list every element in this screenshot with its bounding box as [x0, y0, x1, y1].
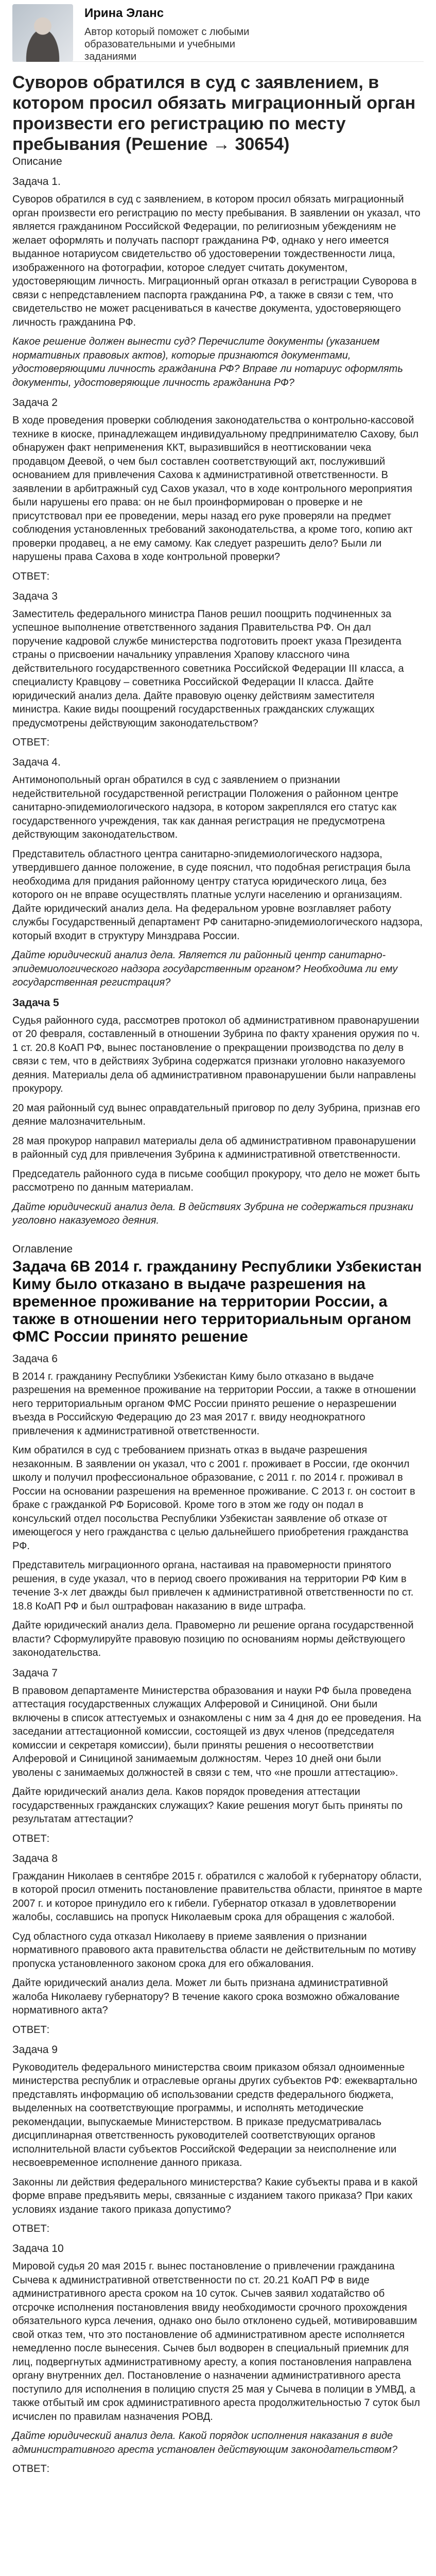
task-paragraph: Дайте юридический анализ дела. Каков порядок проведения аттестации государственных гражданских служащих? Какие решения могут быть приняты по результатам аттестации?: [12, 1786, 403, 1825]
task-label: Задача 10: [12, 2243, 64, 2255]
task-paragraph: Представитель миграционного органа, настаивая на правомерности принятого решения, в суде указал, что в период своего проживания на территории РФ Ким в течение 3-х лет дважды был привлечен к административной ответственности по ст. 18.8 КоАП РФ и был оштрафован наказанию в виде штрафа.: [12, 1560, 414, 1612]
task-paragraph: Суд областного суда отказал Николаеву в приеме заявления о признании нормативного правового акта правительства области не действительным по мотиву пропуска установленного законом срока для его обжалования.: [12, 1930, 416, 1970]
author-description: Автор который поможет с любыми образовательными и учебными заданиями: [84, 26, 250, 62]
task-label: Задача 2: [12, 397, 58, 409]
tasks-section-2: [12, 1352, 424, 2476]
task-paragraph: 28 мая прокурор направил материалы дела об административном правонарушении в районный суд для привлечения Зубрина к административной ответственности.: [12, 1135, 416, 1160]
author-info: [73, 4, 254, 63]
task-paragraph: В правовом департаменте Министерства образования и науки РФ была проведена аттестация государственных служащих Алферовой и Синициной. Они были включены в список аттестуемых и ознакомлены с ним за 4 дня до ее проведения. На заседании аттестационной комиссии, состоящей из двух членов (председателя комиссии и секретаря комиссии), были приняты решения о несоответствии Алферовой и Синициной занимаемым должностям. Через 10 дней они были уволены с занимаемых должностей в связи с тем, что «не прошли аттестацию».: [12, 1685, 422, 1778]
task-label: Задача 7: [12, 1667, 58, 1679]
task-paragraph: Руководитель федерального министерства своим приказом обязал одноименные министерства республик и отраслевые органы других субъектов РФ: ежеквартально представлять информацию об использовании средств федерального бюджета, выделенных на соответствующие программы, и исполнять методические рекомендации, выпускаемые Министерством. В приказе предусматривалась дисциплинарная ответственность руководителей соответствующих органов исполнительной власти субъектов Российской Федерации за неисполнение или несвоевременное исполнение данного приказа.: [12, 2061, 417, 2168]
task-paragraph: Представитель областного центра санитарно-эпидемиологического надзора, утвердившего данное положение, в суде пояснил, что подобная регистрация была необходима для придания районному центру статуса юридического лица, без которого он не вправе осуществлять платные услуги населению и организациям. Дайте юридический анализ дела. На федеральном уровне возглавляет работу службы Государственный департамент РФ санитарно-эпидемиологического надзора, который входит в структуру Минздрава России.: [12, 848, 423, 942]
task-paragraph: Суворов обратился в суд с заявлением, в котором просил обязать миграционный орган произвести его регистрацию по месту пребывания. В заявлении он указал, что является гражданином Российской Федерации, по религиозным убеждениям не желает оформлять и получать паспорт гражданина РФ, однако у него имеется выданное нотариусом свидетельство об удостоверении тождественности лица, изображенного на фотографии, которое следует считать документом, удостоверяющим личность. Миграционный орган отказал в регистрации Суворова в связи с непредставлением паспорта гражданина РФ, а также в связи с тем, что свидетельство не может расцениваться в качестве документа, удостоверяющего личность гражданина РФ.: [12, 194, 421, 328]
answer-label: ОТВЕТ:: [12, 1833, 50, 1844]
answer-label: ОТВЕТ:: [12, 2463, 50, 2475]
task-paragraph: Законны ли действия федерального министерства? Какие субъекты права и в какой форме вправе предъявить меры, связанные с изданием такого приказа? При каких условиях издание такого приказа допустимо?: [12, 2176, 418, 2215]
task-paragraph: Дайте юридический анализ дела. Правомерно ли решение органа государственной власти? Сформулируйте правовую позицию по основаниям нормы действующего законодательства.: [12, 1620, 414, 1658]
task-question: Дайте юридический анализ дела. В действиях Зубрина не содержаться признаки уголовно наказуемого деяния.: [12, 1201, 413, 1226]
task-paragraph: В 2014 г. гражданину Республики Узбекистан Киму было отказано в выдаче разрешения на временное проживание на территории России, а также в отношении него территориальным органом ФМС России принято решение о неразрешении въезда в Российскую Федерацию до 23 мая 2017 г. ввиду неоднократного привлечения к административной ответственности.: [12, 1370, 416, 1437]
task-label: Задача 3: [12, 590, 58, 602]
task-label: Задача 8: [12, 1852, 58, 1865]
section-heading: Задача 6В 2014 г. гражданину Республики Узбекистан Киму было отказано в выдаче разрешения на временное проживание на территории России, а также в отношении него территориальным органом ФМС России принято решение: [12, 1258, 422, 1345]
answer-label: ОТВЕТ:: [12, 2024, 50, 2036]
task-paragraph: Председатель районного суда в письме сообщил прокурору, что дело не может быть рассмотрено по данным материалам.: [12, 1168, 420, 1193]
task-label: Задача 4.: [12, 756, 61, 768]
task-question: Дайте юридический анализ дела. Какой порядок исполнения наказания в виде административного ареста установлен действующим законодательством?: [12, 2430, 397, 2455]
task-label: Задача 9: [12, 2043, 58, 2056]
task-paragraph: Ким обратился в суд с требованием признать отказ в выдаче разрешения незаконным. В заявлении он указал, что с 2001 г. проживает в России, где окончил школу и получил профессиональное образование, с 2011 г. по 2014 г. проживал в России на основании разрешения на временное проживание. С 2013 г. он состоит в браке с гражданкой РФ Борисовой. Кроме того в этом же году он подал в консульский отдел посольства Республики Узбекистан заявление об отказе от имеющегося у него гражданства с целью дальнейшего приобретения гражданства РФ.: [12, 1445, 415, 1552]
task-paragraph: Мировой судья 20 мая 2015 г. вынес постановление о привлечении гражданина Сычева к административной ответственности по ст. 20.21 КоАП РФ в виде административного ареста сроком на 10 суток. Сычев заявил ходатайство об отсрочке исполнения постановления ввиду необходимости срочного прохождения обязательного курса лечения, однако оно было отклонено судьей, мотивировавшим свой отказ тем, что это постановление об административном аресте исполняется немедленно после вынесения. Сычев был водворен в специальный приемник для лиц, подвергнутых административному аресту, а копия постановления направлена органу внутренних дел. Постановление о назначении административного ареста поступило для исполнения в полицию спустя 25 мая у Сычева в полиции в УМВД, а также отбытый им срок административного ареста продолжительностью 7 суток был исчислен по правилам назначения РОВД.: [12, 2261, 420, 2422]
answer-label: ОТВЕТ:: [12, 570, 50, 582]
task-paragraph: Антимонопольный орган обратился в суд с заявлением о признании недействительной государственной регистрации Положения о районном центре санитарно-эпидемиологического надзора, в котором закреплялся его статус как государственного учреждения, так как данная регистрация не предусмотрена действующим законодательством.: [12, 774, 398, 840]
task-paragraph: Заместитель федерального министра Панов решил поощрить подчиненных за успешное выполнение ответственного задания Правительства РФ. Он дал поручение кадровой службе министерства подготовить проект указа Президента страны о присвоении начальнику управления Храпову классного чина действительного государственного советника Российской Федерации III класса, а специалисту Кравцову – советника Российской Федерации II класса. Дайте юридический анализ дела. Дайте правовую оценку действиям заместителя министра. Какие виды поощрений государственных гражданских служащих предусмотрены действующим законодательством?: [12, 608, 404, 729]
author-name[interactable]: Ирина Эланс: [84, 6, 164, 20]
task-paragraph: В ходе проведения проверки соблюдения законодательства о контрольно-кассовой технике в киоске, принадлежащем индивидуальному предпринимателю Сахову, был обнаружен факт неприменения ККТ, выразившийся в неоттисковании чека продавцом Деевой, о чем был составлен соответствующий акт, послуживший основанием для привлечения Сахова к административной ответственности. В заявлении в арбитражный суд Сахов указал, что в ходе контрольного мероприятия были нарушены его права: он не был проинформирован о проверке и не присутствовал при ее проведении, меры назад его руке проверяли на предмет соблюдения установленных требований законодательства, а кроме того, копию акт проверки продавец, а не ему самому. Как следует разрешить дело? Были ли нарушены права Сахова в ходе контрольной проверки?: [12, 415, 419, 563]
tasks-section-1: [12, 175, 424, 1228]
answer-label: ОТВЕТ:: [12, 2223, 50, 2234]
task-question: Какое решение должен вынести суд? Перечислите документы (указанием нормативных правовых актов), которые признаются документами, удостоверяющими личность гражданина РФ? Вправе ли нотариус оформлять документы, удостоверяющие личность гражданина РФ?: [12, 336, 403, 388]
task-label: Задача 5: [12, 996, 59, 1009]
toc-label: Оглавление: [12, 1243, 73, 1255]
author-card[interactable]: [12, 0, 424, 62]
author-avatar[interactable]: [12, 4, 73, 62]
answer-label: ОТВЕТ:: [12, 737, 50, 748]
document-title: Суворов обратился в суд с заявлением, в котором просил обязать миграционный орган произвести его регистрацию по месту пребывания (Решение → 30654): [12, 73, 416, 154]
task-paragraph: 20 мая районный суд вынес оправдательный приговор по делу Зубрина, признав его деяние малозначительным.: [12, 1102, 420, 1127]
task-paragraph: Дайте юридический анализ дела. Может ли быть признана административной жалоба Николаеву губернатору? В течение какого срока возможно обжалование нормативного акта?: [12, 1977, 400, 2016]
task-label: Задача 6: [12, 1352, 58, 1365]
task-paragraph: Судья районного суда, рассмотрев протокол об административном правонарушении от 20 февраля, составленный в отношении Зубрина по факту хранения оружия по ч. 1 ст. 20.8 КоАП РФ, вынес постановление о прекращении производства по делу в связи с тем, что в действиях Зубрина содержатся признаки уголовно наказуемого деяния. Материалы дела об административном правонарушении были направлены прокурору.: [12, 1014, 420, 1094]
description-label: Описание: [12, 156, 62, 167]
task-paragraph: Гражданин Николаев в сентябре 2015 г. обратился с жалобой к губернатору области, в которой просил отменить постановление правительства области, принятое в марте 2007 г. и которое принудило его к гибели. Губернатор отказал в удовлетворении жалобы, сославшись на пропуск Николаевым срока для обращения с жалобой.: [12, 1870, 423, 1923]
task-label: Задача 1.: [12, 176, 61, 188]
task-question: Дайте юридический анализ дела. Является ли районный центр санитарно-эпидемиологического надзора государственным органом? Необходима ли ему государственная регистрация?: [12, 950, 398, 988]
